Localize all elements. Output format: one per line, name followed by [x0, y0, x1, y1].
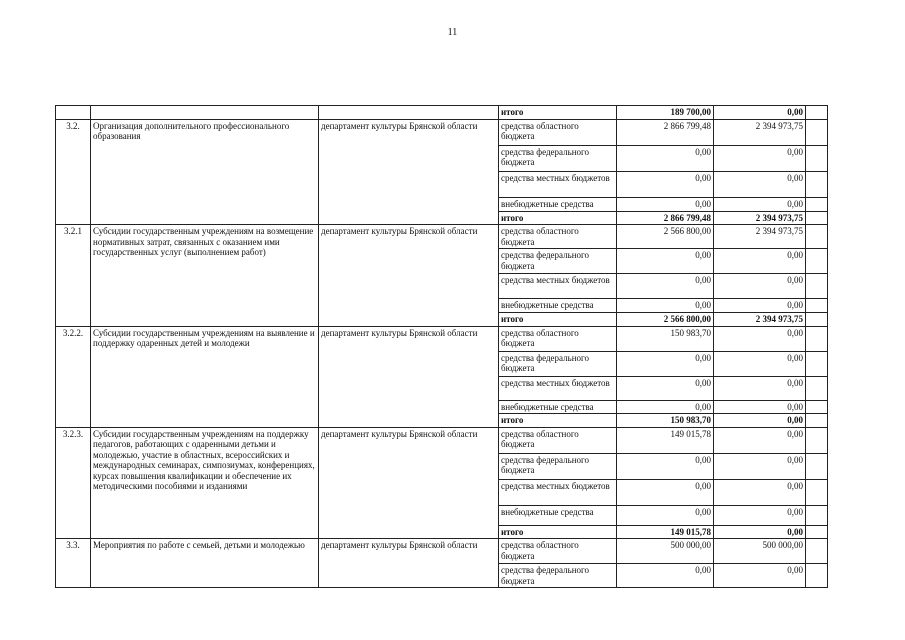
funding-source: средства областного бюджета — [499, 539, 617, 564]
cell-extra — [806, 145, 828, 171]
cell-extra — [806, 505, 828, 525]
amount-value-1: 0,00 — [617, 197, 714, 211]
cell-extra — [806, 106, 828, 120]
funding-source: средства областного бюджета — [499, 427, 617, 453]
section-number — [56, 225, 91, 327]
amount-value-1: 0,00 — [617, 376, 714, 400]
funding-source: итого — [499, 313, 617, 327]
amount-value-1: 0,00 — [617, 171, 714, 197]
amount-value-1: 0,00 — [617, 453, 714, 479]
amount-value-2: 0,00 — [714, 249, 806, 274]
funding-source: средства федерального бюджета — [499, 145, 617, 171]
funding-source: средства федерального бюджета — [499, 564, 617, 588]
funding-source: итого — [499, 525, 617, 539]
amount-value-1: 0,00 — [617, 274, 714, 299]
amount-value-2: 0,00 — [714, 427, 806, 453]
funding-source: итого — [499, 414, 617, 428]
cell-extra — [806, 211, 828, 225]
funding-source: средства федерального бюджета — [499, 453, 617, 479]
cell-source: итого — [499, 106, 617, 120]
cell-extra — [806, 525, 828, 539]
amount-value-1: 0,00 — [617, 299, 714, 313]
amount-value-1: 2 866 799,48 — [617, 119, 714, 145]
cell-value-1: 189 700,00 — [617, 106, 714, 120]
amount-value-2: 0,00 — [714, 479, 806, 505]
amount-value-2: 0,00 — [714, 400, 806, 414]
cell-extra — [806, 376, 828, 400]
cell-extra — [806, 400, 828, 414]
amount-value-1: 149 015,78 — [617, 525, 714, 539]
funding-source: средства местных бюджетов — [499, 274, 617, 299]
cell-extra — [806, 299, 828, 313]
amount-value-2: 0,00 — [714, 376, 806, 400]
table-row — [56, 326, 828, 351]
amount-value-2: 0,00 — [714, 326, 806, 351]
funding-source: средства местных бюджетов — [499, 376, 617, 400]
table-row — [56, 225, 828, 249]
section-number — [56, 539, 91, 588]
amount-value-2: 0,00 — [714, 171, 806, 197]
funding-source: средства федерального бюджета — [499, 351, 617, 376]
funding-source: средства местных бюджетов — [499, 479, 617, 505]
amount-value-1: 2 866 799,48 — [617, 211, 714, 225]
funding-source: внебюджетные средства — [499, 400, 617, 414]
section-number — [56, 326, 91, 427]
amount-value-2: 2 394 973,75 — [714, 119, 806, 145]
funding-source: внебюджетные средства — [499, 505, 617, 525]
section-number-text: 3.3. — [66, 540, 80, 550]
section-executor: департамент культуры Брянской области — [319, 326, 499, 427]
amount-value-2: 0,00 — [714, 351, 806, 376]
cell-extra — [806, 313, 828, 327]
section-number-text: 3.2.2. — [62, 327, 84, 338]
cell-extra — [806, 539, 828, 564]
cell-extra — [806, 414, 828, 428]
table-row — [56, 119, 828, 145]
amount-value-2: 2 394 973,75 — [714, 225, 806, 249]
amount-value-1: 150 983,70 — [617, 414, 714, 428]
amount-value-1: 0,00 — [617, 249, 714, 274]
section-number-text: 3.2. — [66, 120, 80, 131]
section-number-text: 3.2.1 — [64, 226, 82, 236]
section-executor: департамент культуры Брянской области — [319, 119, 499, 225]
cell-extra — [806, 479, 828, 505]
cell-extra — [806, 225, 828, 249]
cell-extra — [806, 119, 828, 145]
amount-value-2: 0,00 — [714, 299, 806, 313]
cell-extra — [806, 564, 828, 588]
funding-source: средства областного бюджета — [499, 119, 617, 145]
amount-value-2: 0,00 — [714, 564, 806, 588]
cell-executor — [319, 106, 499, 120]
cell-extra — [806, 249, 828, 274]
section-number-text: 3.2.3. — [62, 428, 84, 439]
amount-value-1: 0,00 — [617, 145, 714, 171]
table-row — [56, 106, 828, 120]
section-number — [56, 427, 91, 539]
table-row — [56, 427, 828, 453]
budget-table — [55, 105, 828, 588]
section-number — [56, 119, 91, 225]
amount-value-1: 2 566 800,00 — [617, 225, 714, 249]
funding-source: средства федерального бюджета — [499, 249, 617, 274]
table-row — [56, 539, 828, 564]
page-number: 11 — [447, 27, 458, 38]
amount-value-2: 0,00 — [714, 453, 806, 479]
budget-table-body — [56, 106, 828, 588]
amount-value-2: 2 394 973,75 — [714, 211, 806, 225]
section-executor: департамент культуры Брянской области — [319, 427, 499, 539]
amount-value-1: 500 000,00 — [617, 539, 714, 564]
amount-value-2: 0,00 — [714, 414, 806, 428]
amount-value-1: 0,00 — [617, 400, 714, 414]
funding-source: средства областного бюджета — [499, 225, 617, 249]
cell-extra — [806, 427, 828, 453]
amount-value-2: 0,00 — [714, 197, 806, 211]
cell-value-2: 0,00 — [714, 106, 806, 120]
cell-extra — [806, 171, 828, 197]
amount-value-2: 2 394 973,75 — [714, 313, 806, 327]
amount-value-2: 0,00 — [714, 274, 806, 299]
section-name: Субсидии государственным учреждениям на возмещение нормативных затрат, связанных с оказанием ими государственных услуг (выполнением работ) — [91, 225, 319, 327]
amount-value-1: 0,00 — [617, 564, 714, 588]
amount-value-2: 500 000,00 — [714, 539, 806, 564]
amount-value-2: 0,00 — [714, 505, 806, 525]
cell-extra — [806, 274, 828, 299]
section-name: Организация дополнительного профессионального образования — [91, 119, 319, 225]
cell-extra — [806, 453, 828, 479]
funding-source: внебюджетные средства — [499, 197, 617, 211]
amount-value-2: 0,00 — [714, 145, 806, 171]
section-name: Мероприятия по работе с семьей, детьми и молодежью — [91, 539, 319, 588]
amount-value-1: 0,00 — [617, 505, 714, 525]
funding-source: средства местных бюджетов — [499, 171, 617, 197]
funding-source: внебюджетные средства — [499, 299, 617, 313]
cell-extra — [806, 351, 828, 376]
section-executor: департамент культуры Брянской области — [319, 539, 499, 588]
amount-value-1: 149 015,78 — [617, 427, 714, 453]
cell-name — [91, 106, 319, 120]
amount-value-1: 0,00 — [617, 479, 714, 505]
cell-extra — [806, 197, 828, 211]
cell-num — [56, 106, 91, 120]
amount-value-1: 150 983,70 — [617, 326, 714, 351]
amount-value-1: 2 566 800,00 — [617, 313, 714, 327]
section-name: Субсидии государственным учреждениям на выявление и поддержку одаренных детей и молодежи — [91, 326, 319, 427]
funding-source: средства областного бюджета — [499, 326, 617, 351]
amount-value-1: 0,00 — [617, 351, 714, 376]
funding-source: итого — [499, 211, 617, 225]
section-executor: департамент культуры Брянской области — [319, 225, 499, 327]
cell-extra — [806, 326, 828, 351]
amount-value-2: 0,00 — [714, 525, 806, 539]
section-name: Субсидии государственным учреждениям на поддержку педагогов, работающих с одаренными детьми и молодежью, участие в областных, всероссийских и международных семинарах, симпозиумах, конференциях, курсах повышения квалификации и обеспечение их методическими пособиями и изданиями — [91, 427, 319, 539]
